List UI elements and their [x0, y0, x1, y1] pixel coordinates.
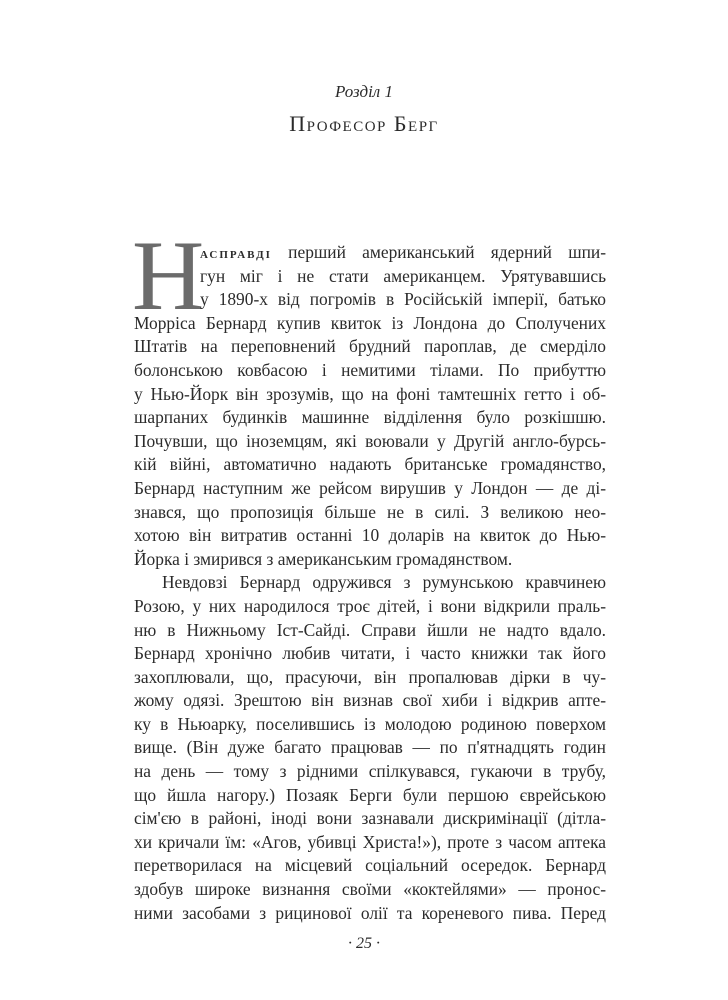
text-line: Бернард хронічно любив читати, і часто книжки так його: [134, 643, 606, 664]
text-line: гун міг і не стати американцем. Урятувавшись: [200, 265, 606, 286]
text-line: болонською ковбасою і немитими тілами. По прибуттю: [134, 359, 606, 380]
text-line: [200, 241, 606, 265]
text-line: хи кричали їм: «Агов, убивці Христа!»), проте з часом аптека: [134, 831, 606, 852]
lead-in: асправді: [200, 246, 272, 262]
text-line: Йорка і змирився з американським громадянством.: [134, 548, 513, 569]
text-line: Морріса Бернард купив квиток із Лондона до Сполучених: [134, 312, 606, 333]
page-number: · 25 ·: [348, 935, 380, 952]
text-line: ними засобами з рицинової олії та кореневого пива. Перед: [134, 902, 606, 923]
text-line: вище. (Він дуже багато працював — по п'ятнадцять годин: [134, 737, 606, 758]
drop-cap: Н: [132, 220, 205, 331]
text-line: Розою, у них народилося троє дітей, і вони відкрили праль-: [134, 595, 606, 616]
text-line: жому одязі. Зрештою він визнав свої хиби і відкрив апте-: [134, 690, 606, 711]
text-line: що йшла нагору.) Позаяк Берги були першою єврейською: [134, 784, 606, 805]
text-line: захоплювали, що, прасуючи, він пропалював дірки в чу-: [134, 666, 606, 687]
text-line: у Нью-Йорк він зрозумів, що на фоні тамтешніх гетто і об-: [134, 383, 606, 404]
chapter-label: Розділ 1: [335, 82, 393, 101]
text-line: сім'єю в районі, іноді вони зазнавали дискримінації (дітла-: [134, 808, 606, 829]
text-line: ню в Нижньому Іст-Сайді. Справи йшли не надто вдало.: [134, 619, 606, 640]
chapter-title: Професор Берг: [289, 111, 439, 136]
text-line: перетворилася на місцевий соціальний осередок. Бернард: [134, 855, 606, 876]
text-line: кій війні, автоматично надають британське громадянство,: [134, 454, 606, 475]
text-line: Почувши, що іноземцям, які воювали у Другій англо-бурсь-: [134, 430, 606, 451]
text-line: знався, що пропозиція більше не в силі. З великою нео-: [134, 501, 606, 522]
body-text: [134, 241, 606, 925]
line-rest: перший американський ядерний шпи-: [271, 242, 606, 262]
text-line: Бернард наступним же рейсом вирушив у Лондон — де ді-: [134, 477, 606, 498]
text-line: у 1890-х від погромів в Російській імперії, батько: [200, 289, 606, 310]
text-line: шарпаних будинків машинне відділення було розкішшю.: [134, 407, 606, 428]
text-line: на день — тому з рідними спілкувався, гукаючи в трубу,: [134, 761, 606, 782]
text-line: Невдовзі Бернард одружився з румунською кравчинею: [162, 572, 606, 593]
text-line: хотою він витратив останні 10 доларів на квиток до Нью-: [134, 525, 606, 546]
text-line: ку в Ньюарку, поселившись із молодою родиною поверхом: [134, 713, 606, 734]
text-line: Штатів на переповнений брудний пароплав, де смерділо: [134, 336, 606, 357]
text-line: здобув широке визнання своїми «коктейлями» — пронос-: [134, 879, 606, 900]
